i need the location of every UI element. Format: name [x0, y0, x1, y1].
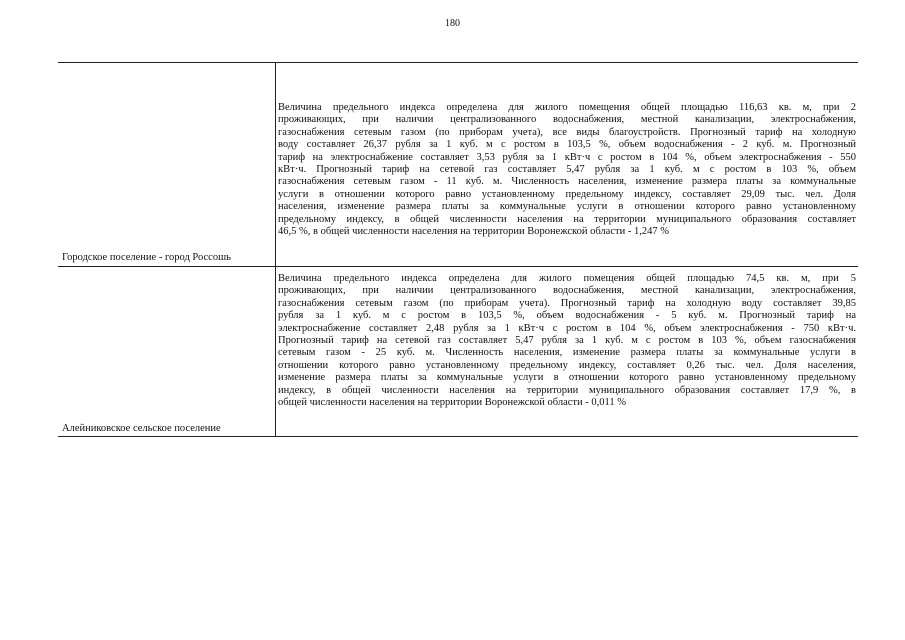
text-line: газоснабжения сетевым газом - 11 куб. м. Численность населения, изменение размера платы за коммунальные: [278, 176, 856, 188]
text-line: сетевым газом - 25 куб. м. Численность населения, изменение размера платы за коммунальные услуги в: [278, 347, 856, 359]
description-cell: [278, 273, 856, 409]
text-line: изменение размера платы за коммунальные услуги в отношении которого равно установленному предельному: [278, 372, 856, 384]
settlement-name: Городское поселение - город Россошь: [62, 252, 231, 263]
text-line: газоснабжения сетевым газом (по приборам учета). Прогнозный тариф на холодную воду составляет 39,85: [278, 297, 856, 309]
text-line: кВт·ч. Прогнозный тариф на сетевой газ составляет 5,47 рубля за 1 куб. м с ростом в 103 %, объем: [278, 164, 856, 176]
text-line: проживающих, при наличии централизованного водоснабжения, местной канализации, электроснабжения,: [278, 285, 856, 297]
description-cell: [278, 102, 856, 238]
column-divider: [275, 62, 276, 436]
text-line: рубля за 1 куб. м с ростом в 103,5 %, объем водоснабжения - 5 куб. м. Прогнозный тариф на: [278, 310, 856, 322]
text-line: проживающих, при наличии централизованного водоснабжения, местной канализации, электроснабжения,: [278, 114, 856, 126]
text-line: Величина предельного индекса определена для жилого помещения общей площадью 116,63 кв. м, при 2: [278, 102, 856, 113]
page-number: 180: [445, 18, 460, 29]
row-divider: [58, 266, 858, 267]
text-line: отношении которого равно установленному предельному индексу, составляет 0,26 тыс. чел. Доля населения,: [278, 359, 856, 371]
text-line: тариф на электроснабжение составляет 3,53 рубля за 1 кВт·ч с ростом в 104 %, объем электроснабжения - 550: [278, 151, 856, 163]
text-line: воду составляет 26,37 рубля за 1 куб. м с ростом в 103,5 %, объем водоснабжения - 2 куб. м. Прогнозный: [278, 139, 856, 151]
text-line: населения, изменение размера платы за коммунальные услуги в отношении которого равно установленному: [278, 201, 856, 213]
table-bottom-border: [58, 436, 858, 437]
text-line: индексу, в общей численности населения на территории муниципального образования составляет 17,9 %, в: [278, 384, 856, 396]
text-line: 46,5 %, в общей численности населения на территории Воронежской области - 1,247 %: [278, 226, 669, 238]
text-line: услуги в отношении которого равно установленному предельному индексу, составляет 29,09 тыс. чел. Доля: [278, 188, 856, 200]
text-line: общей численности населения на территории Воронежской области - 0,011 %: [278, 397, 626, 409]
settlement-name: Алейниковское сельское поселение: [62, 423, 221, 434]
text-line: предельному индексу, в общей численности населения на территории муниципального образования составляет: [278, 213, 856, 225]
text-line: электроснабжение составляет 2,48 рубля за 1 кВт·ч с ростом в 104 %, объем электроснабжения - 750 кВт·ч.: [278, 322, 856, 334]
text-line: Величина предельного индекса определена для жилого помещения общей площадью 74,5 кв. м, при 5: [278, 273, 856, 284]
text-line: Прогнозный тариф на сетевой газ составляет 5,47 рубля за 1 куб. м с ростом в 103 %, объем газоснабжения: [278, 335, 856, 347]
table-top-border: [58, 62, 858, 63]
text-line: газоснабжения сетевым газом (по приборам учета), все виды благоустройств. Прогнозный тариф на холодную: [278, 126, 856, 138]
